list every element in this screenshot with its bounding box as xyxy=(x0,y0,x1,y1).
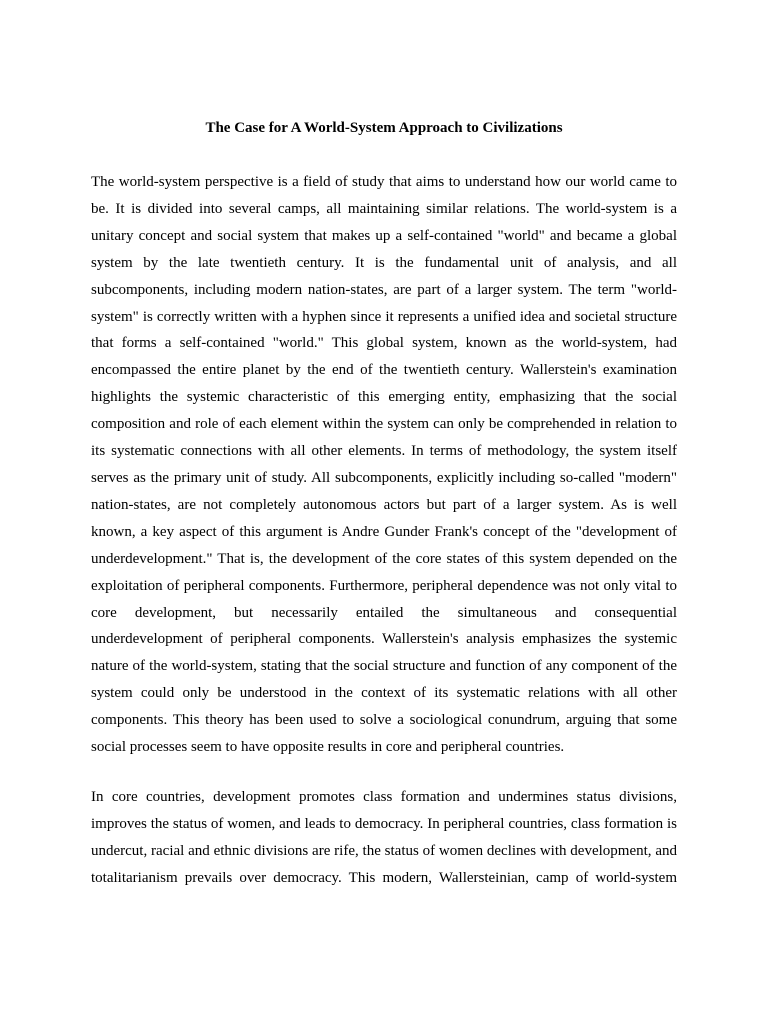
body-paragraph-2: In core countries, development promotes class formation and undermines status divisions, improves the status of women, and leads to democracy. In peripheral countries, class formation is undercut, racial and ethnic divisions are rife, the status of women declines with development, and totalitarianism prevails over democracy. This modern, Wallersteinian, camp of world-system xyxy=(91,789,677,886)
body-paragraph-1: The world-system perspective is a field of study that aims to understand how our world came to be. It is divided into several camps, all maintaining similar relations. The world-system is a unitary concept and social system that makes up a self-contained "world" and became a global system by the late twentieth century. It is the fundamental unit of analysis, and all subcomponents, including modern nation-states, are part of a larger system. The term "world-system" is correctly written with a hyphen since it represents a unified idea and societal structure that forms a self-contained "world." This global system, known as the world-system, had encompassed the entire planet by the end of the twentieth century. Wallerstein's examination highlights the systemic characteristic of this emerging entity, emphasizing that the social composition and role of each element within the system can only be comprehended in relation to its systematic connections with all other elements. In terms of methodology, the system itself serves as the primary unit of study. All subcomponents, explicitly including so-called "modern" nation-states, are not completely autonomous actors but part of a larger system. As is well known, a key aspect of this argument is Andre Gunder Frank's concept of the "development of underdevelopment." That is, the development of the core states of this system depended on the exploitation of peripheral components. Furthermore, peripheral dependence was not only vital to core development, but necessarily entailed the simultaneous and consequential underdevelopment of peripheral components. Wallerstein's analysis emphasizes the systemic nature of the world-system, stating that the social structure and function of any component of the system could only be understood in the context of its systematic relations with all other components. This theory has been used to solve a sociological conundrum, arguing that some social processes seem to have opposite results in core and peripheral countries. xyxy=(91,174,677,756)
document-title: The Case for A World-System Approach to Civilizations xyxy=(205,120,563,136)
